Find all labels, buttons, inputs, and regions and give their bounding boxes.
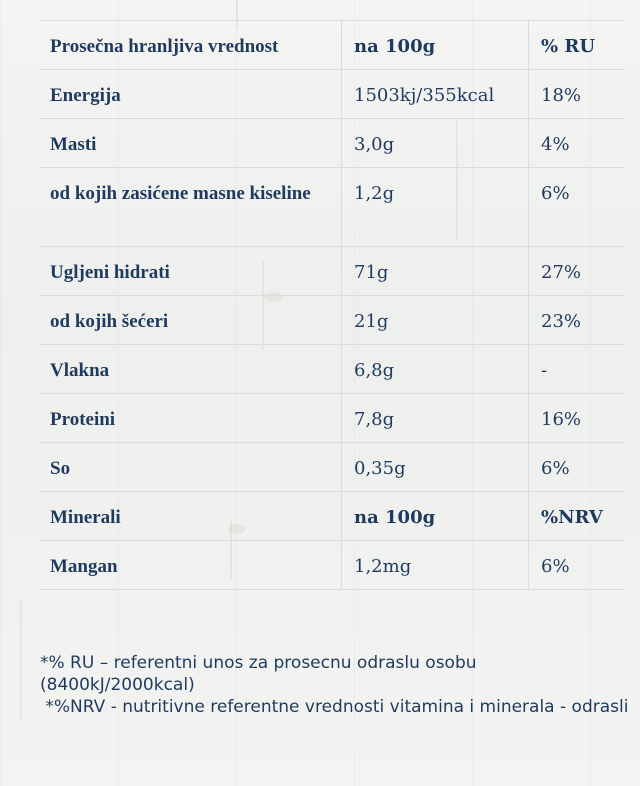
nutrient-percent: 4% (541, 134, 570, 155)
table-row (40, 168, 624, 247)
footnote-nrv: *%NRV - nutritivne referentne vrednosti vitamina i minerala - odrasli (40, 697, 629, 717)
nutrient-name: Vlakna (40, 345, 342, 393)
table-row (40, 345, 624, 394)
nutrient-value: 0,35g (342, 443, 529, 491)
nutrient-value: 71g (342, 247, 529, 295)
nutrient-percent: 6% (541, 183, 570, 204)
nutrient-percent: 6% (541, 556, 570, 577)
nutrient-value: na 100g (342, 21, 529, 69)
nutrient-percent: 16% (541, 409, 582, 430)
nutrient-percent: - (541, 360, 548, 381)
nutrient-value: 6,8g (342, 345, 529, 393)
nutrient-name: od kojih šećeri (40, 296, 342, 344)
nutrient-name: Mangan (40, 541, 342, 589)
table-row (40, 70, 624, 119)
nutrient-percent: % RU (541, 36, 596, 57)
table-row (40, 541, 624, 590)
nutrient-percent: 6% (541, 458, 570, 479)
nutrient-name: Minerali (40, 492, 342, 540)
table-row (40, 119, 624, 168)
nutrient-value: 1503kj/355kcal (342, 70, 529, 118)
nutrient-name: Prosečna hranljiva vrednost (40, 21, 342, 69)
nutrient-value: 3,0g (342, 119, 529, 167)
nutrient-name: od kojih zasićene masne kiseline (40, 168, 342, 246)
nutrient-percent: 23% (541, 311, 582, 332)
wood-grain (20, 600, 22, 720)
table-row (40, 443, 624, 492)
nutrient-value: na 100g (342, 492, 529, 540)
table-header-row (40, 21, 624, 70)
nutrient-percent: 18% (541, 85, 582, 106)
nutrient-value: 21g (342, 296, 529, 344)
nutrient-value: 1,2g (342, 168, 529, 246)
nutrition-table (40, 20, 624, 590)
footnote-ru: *% RU – referentni unos za prosecnu odraslu osobu (8400kJ/2000kcal) (40, 653, 477, 695)
nutrient-name: Energija (40, 70, 342, 118)
footnotes (40, 652, 630, 718)
nutrient-value: 1,2mg (342, 541, 529, 589)
table-row (40, 247, 624, 296)
nutrient-percent: 27% (541, 262, 582, 283)
minerals-header-row (40, 492, 624, 541)
table-row (40, 394, 624, 443)
nutrient-name: Ugljeni hidrati (40, 247, 342, 295)
nutrient-name: Proteini (40, 394, 342, 442)
table-row (40, 296, 624, 345)
nutrient-name: Masti (40, 119, 342, 167)
nutrient-value: 7,8g (342, 394, 529, 442)
nutrient-name: So (40, 443, 342, 491)
nutrient-percent: %NRV (541, 507, 603, 528)
